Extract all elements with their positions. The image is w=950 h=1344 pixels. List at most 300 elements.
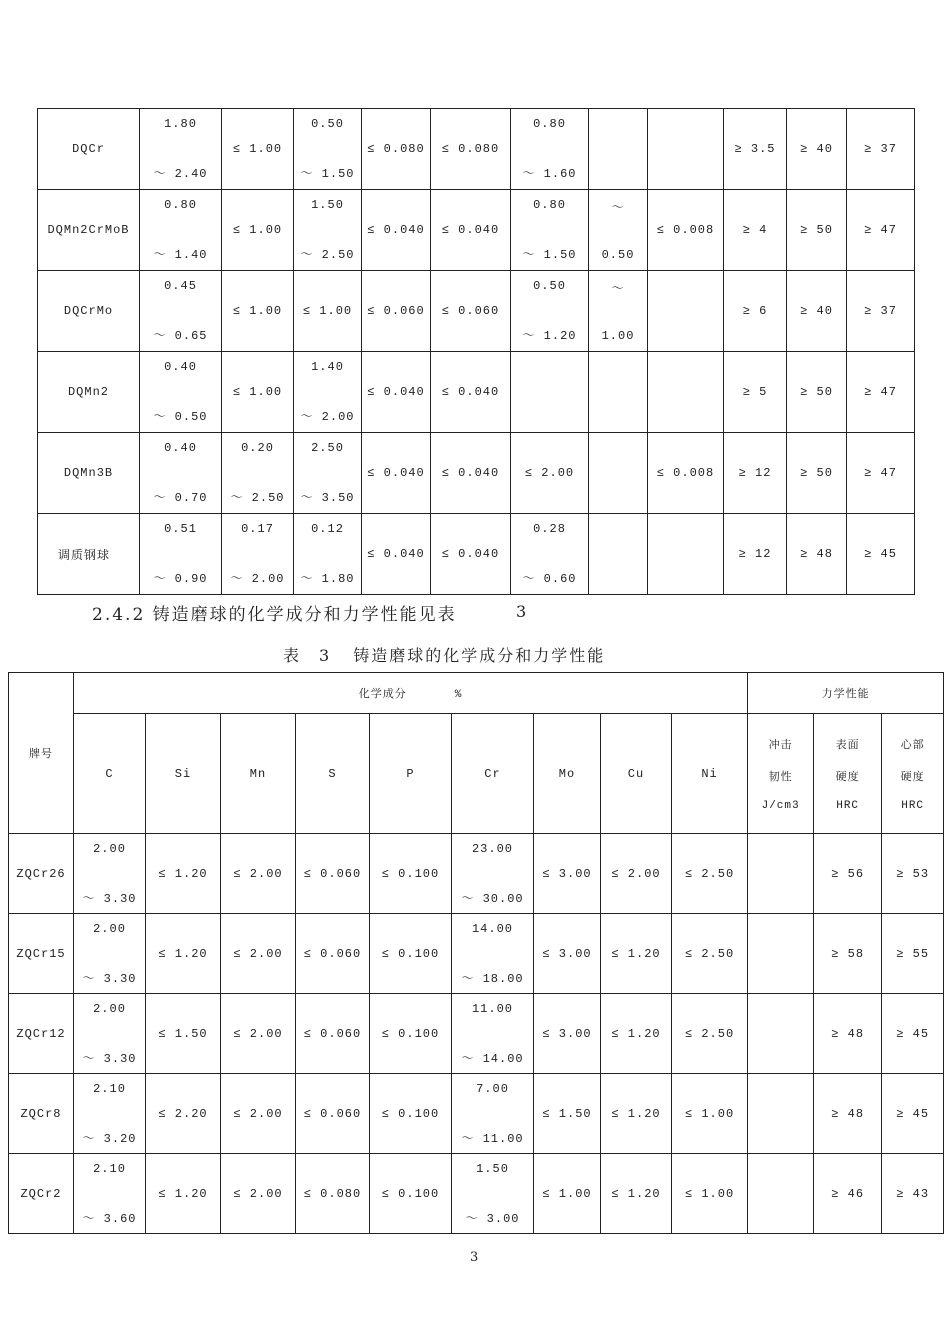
cell-value: 1.50 — [476, 1161, 509, 1176]
cell-value: ≥ 50 — [800, 223, 833, 237]
row-name: ZQCr26 — [9, 834, 74, 914]
cell-value: ≤ 1.20 — [158, 1186, 208, 1201]
table-cell — [648, 190, 724, 271]
row-name: DQCr — [38, 109, 140, 190]
cell-value: ≤ 0.008 — [656, 223, 715, 237]
table-cell — [847, 352, 915, 433]
cell-value: ～ 11.00 — [461, 1131, 524, 1146]
cell-value: ≤ 1.00 — [302, 304, 353, 318]
caption-text: 铸造磨球的化学成分和力学性能 — [353, 646, 606, 665]
table-cell — [431, 109, 511, 190]
table-cell — [724, 352, 787, 433]
table-row — [9, 1074, 944, 1154]
cell-value: 0.45 — [164, 279, 197, 293]
table-cell — [221, 1154, 296, 1234]
table-cell — [296, 914, 370, 994]
table-cell — [221, 834, 296, 914]
cell-value: ≤ 1.20 — [158, 946, 208, 961]
table-row — [9, 914, 944, 994]
table-cell — [221, 914, 296, 994]
cell-value: ≤ 1.00 — [542, 1186, 592, 1201]
table-row — [38, 433, 915, 514]
cell-value: 1.50 — [311, 198, 344, 212]
table-cell — [370, 1154, 452, 1234]
cell-value: ≤ 3.00 — [542, 866, 592, 881]
header-text: HRC — [836, 799, 860, 812]
header-mechanical-column — [748, 714, 814, 834]
cell-value: ≥ 47 — [864, 385, 897, 399]
table-cell — [724, 190, 787, 271]
cell-value: ～ 0.90 — [153, 572, 208, 586]
table-cell — [589, 271, 648, 352]
header-element: Si — [146, 714, 221, 834]
cell-value: ≤ 0.008 — [656, 466, 715, 480]
header-text: 韧性 — [768, 771, 793, 784]
table-cell — [140, 352, 222, 433]
cell-value: 23.00 — [471, 841, 513, 856]
cell-value: ≤ 1.00 — [232, 385, 283, 399]
page-number: 3 — [470, 1250, 479, 1265]
table-cell — [146, 834, 221, 914]
table-cell — [648, 109, 724, 190]
cell-value: 0.50 — [601, 248, 635, 262]
cell-value: ≤ 0.060 — [303, 1106, 362, 1121]
table-cell — [882, 914, 944, 994]
cell-value: 0.40 — [164, 360, 197, 374]
table-cell — [814, 1074, 882, 1154]
table-cell — [140, 190, 222, 271]
header-element: Mo — [534, 714, 601, 834]
table-cell — [787, 271, 847, 352]
table-cell — [511, 433, 589, 514]
table-cell — [140, 271, 222, 352]
cell-value: ≤ 1.20 — [158, 866, 208, 881]
cell-value: ≥ 40 — [800, 142, 833, 156]
cell-value: 1.80 — [164, 117, 197, 131]
cell-value: ≤ 3.00 — [542, 946, 592, 961]
cell-value: ≤ 2.50 — [684, 946, 735, 961]
cell-value: 0.20 — [241, 441, 274, 455]
table-cell — [601, 834, 672, 914]
cell-value: ≥ 46 — [831, 1186, 865, 1201]
cell-value: ～ 3.30 — [82, 891, 137, 906]
table-cell — [222, 271, 294, 352]
table-cell — [74, 834, 146, 914]
table-cell — [511, 352, 589, 433]
table-cell — [724, 271, 787, 352]
table-cell — [814, 834, 882, 914]
table-row — [38, 109, 915, 190]
table-cell — [724, 514, 787, 595]
cell-value: 0.51 — [164, 522, 197, 536]
table-cell — [452, 834, 534, 914]
cell-value: ≥ 48 — [831, 1106, 865, 1121]
cell-value: 0.80 — [164, 198, 197, 212]
table-cell — [294, 433, 362, 514]
table-cell — [589, 433, 648, 514]
table-cell — [601, 994, 672, 1074]
cell-value: 2.00 — [93, 841, 126, 856]
table-cell — [296, 994, 370, 1074]
table-cell — [362, 271, 431, 352]
cell-value: ～ 1.40 — [153, 248, 208, 262]
header-mechanical-column — [882, 714, 944, 834]
cell-value: ～ 2.50 — [300, 248, 355, 262]
header-text: 冲击 — [768, 739, 793, 752]
table-cell — [431, 190, 511, 271]
cell-value: 0.50 — [311, 117, 344, 131]
cell-value: ≥ 37 — [864, 304, 897, 318]
row-name: ZQCr8 — [9, 1074, 74, 1154]
table-row — [38, 352, 915, 433]
cell-value: ≥ 45 — [864, 547, 897, 561]
table-cell — [370, 914, 452, 994]
header-text: HRC — [901, 799, 925, 812]
table-cell — [74, 994, 146, 1074]
row-name: 调质钢球 — [38, 514, 140, 595]
cell-value: ≤ 0.100 — [381, 1026, 440, 1041]
cell-value: ≥ 43 — [896, 1186, 930, 1201]
row-name: ZQCr2 — [9, 1154, 74, 1234]
table-cell — [534, 914, 601, 994]
cell-value: 1.40 — [311, 360, 344, 374]
cell-value: ～ 2.40 — [153, 167, 208, 181]
cell-value: ≥ 45 — [896, 1106, 930, 1121]
table-cell — [787, 109, 847, 190]
header-chemical-composition: 化学成分 % — [74, 673, 748, 714]
table-cell — [452, 994, 534, 1074]
cell-value: ≤ 0.040 — [367, 385, 425, 399]
cell-value: ～ — [611, 282, 625, 296]
cell-value: ≤ 0.040 — [441, 547, 500, 561]
table-cell — [222, 190, 294, 271]
header-element: Cr — [452, 714, 534, 834]
cell-value: ～ 3.30 — [82, 1051, 137, 1066]
table-cell — [222, 514, 294, 595]
table-cell — [222, 433, 294, 514]
table-cell — [589, 190, 648, 271]
cell-value: ≥ 12 — [738, 547, 772, 561]
cell-value: ≤ 2.00 — [233, 1186, 283, 1201]
table-cell — [294, 109, 362, 190]
row-name: DQMn3B — [38, 433, 140, 514]
table-cell — [74, 914, 146, 994]
table-cell — [140, 109, 222, 190]
header-element: Ni — [672, 714, 748, 834]
cell-value: ≥ 56 — [831, 866, 865, 881]
table-caption — [283, 643, 605, 666]
table-cell — [146, 914, 221, 994]
table-cell — [534, 1074, 601, 1154]
header-element: C — [74, 714, 146, 834]
table-cell — [814, 1154, 882, 1234]
table-cell — [222, 352, 294, 433]
cell-value: ～ 2.50 — [230, 491, 285, 505]
cell-value: 11.00 — [471, 1001, 513, 1016]
table-cell — [648, 271, 724, 352]
table-row — [38, 271, 915, 352]
cell-value: ≤ 1.00 — [232, 142, 283, 156]
section-table-ref: 3 — [516, 602, 527, 621]
table-cell — [847, 190, 915, 271]
cell-value: ～ 0.70 — [153, 491, 208, 505]
cell-value: ～ 1.20 — [522, 329, 577, 343]
table-cell — [672, 994, 748, 1074]
cell-value: ≤ 1.20 — [611, 1186, 661, 1201]
table-cell — [814, 914, 882, 994]
cell-value: ≥ 3.5 — [734, 142, 776, 156]
cell-value: ≤ 1.00 — [232, 223, 283, 237]
table-cell — [534, 1154, 601, 1234]
cell-value: ≤ 0.080 — [441, 142, 500, 156]
cell-value: ≤ 0.100 — [381, 866, 440, 881]
cell-value: ≥ 53 — [896, 866, 930, 881]
cell-value: 7.00 — [476, 1081, 509, 1096]
header-text: 硬度 — [835, 771, 860, 784]
table-cell — [882, 1074, 944, 1154]
cell-value: ≥ 12 — [738, 466, 772, 480]
cell-value: ～ 3.50 — [300, 491, 355, 505]
cell-value: ～ 2.00 — [300, 410, 355, 424]
cell-value: ≤ 1.20 — [611, 1026, 661, 1041]
cell-value: ≥ 45 — [896, 1026, 930, 1041]
cell-value: ≤ 1.00 — [684, 1186, 735, 1201]
table-cell — [511, 190, 589, 271]
table-cell — [882, 994, 944, 1074]
cell-value: ≤ 0.040 — [441, 466, 500, 480]
table-row — [38, 514, 915, 595]
table-cell — [370, 994, 452, 1074]
table-cell — [601, 914, 672, 994]
cell-value: ～ — [611, 201, 625, 215]
cell-value: ≤ 2.50 — [684, 1026, 735, 1041]
table-cell — [672, 834, 748, 914]
cell-value: ～ 1.80 — [300, 572, 355, 586]
cell-value: ≤ 2.50 — [684, 866, 735, 881]
cell-value: ≤ 0.060 — [303, 946, 362, 961]
table-cell — [140, 514, 222, 595]
table-cell — [589, 514, 648, 595]
table-cell — [672, 914, 748, 994]
cell-value: ≤ 0.060 — [367, 304, 425, 318]
table-cell — [221, 1074, 296, 1154]
table-cell — [534, 834, 601, 914]
cell-value: 0.17 — [241, 522, 274, 536]
table-cell — [370, 834, 452, 914]
cell-value: ≥ 48 — [800, 547, 833, 561]
cell-value: ≥ 50 — [800, 466, 833, 480]
cell-value: ～ 1.50 — [522, 248, 577, 262]
table-cell — [534, 994, 601, 1074]
table-cell — [431, 514, 511, 595]
cell-value: ≤ 0.040 — [441, 223, 500, 237]
cell-value: ～ 2.00 — [230, 572, 285, 586]
table-cell — [294, 190, 362, 271]
header-element: Mn — [221, 714, 296, 834]
table-cell — [748, 1074, 814, 1154]
table-cell — [74, 1074, 146, 1154]
table-cell — [452, 1074, 534, 1154]
table-cell — [648, 514, 724, 595]
table-cell — [748, 834, 814, 914]
table-cell — [787, 352, 847, 433]
cell-value: 2.10 — [93, 1081, 126, 1096]
cell-value: ≤ 1.50 — [542, 1106, 592, 1121]
cell-value: ≥ 6 — [742, 304, 768, 318]
cell-value: 0.28 — [533, 522, 566, 536]
cell-value: ～ 0.60 — [522, 572, 577, 586]
table-cell — [431, 433, 511, 514]
row-name: ZQCr15 — [9, 914, 74, 994]
table-cell — [370, 1074, 452, 1154]
cell-value: ≥ 40 — [800, 304, 833, 318]
table-row — [9, 1154, 944, 1234]
cell-value: 0.12 — [311, 522, 344, 536]
table-cell — [362, 190, 431, 271]
table-row — [9, 994, 944, 1074]
table-cell — [362, 352, 431, 433]
table-cell — [74, 1154, 146, 1234]
cell-value: 0.50 — [533, 279, 566, 293]
cell-value: ～ 3.00 — [465, 1211, 520, 1226]
table-row — [9, 834, 944, 914]
table-cell — [589, 352, 648, 433]
table-cell — [787, 514, 847, 595]
cell-value: ≤ 1.50 — [158, 1026, 208, 1041]
cast-ball-composition-table — [8, 672, 944, 1234]
header-mechanical-column — [814, 714, 882, 834]
table-cell — [362, 109, 431, 190]
cell-value: 2.50 — [311, 441, 344, 455]
table-cell — [847, 109, 915, 190]
table-cell — [511, 514, 589, 595]
table-cell — [296, 1154, 370, 1234]
header-mechanical-properties: 力学性能 — [748, 673, 944, 714]
cell-value: ≥ 5 — [742, 385, 768, 399]
table-cell — [748, 994, 814, 1074]
cell-value: ≤ 0.060 — [441, 304, 500, 318]
cell-value: 2.00 — [93, 921, 126, 936]
cell-value: 0.80 — [533, 117, 566, 131]
cell-value: ≥ 50 — [800, 385, 833, 399]
section-heading: 2.4.2 铸造磨球的化学成分和力学性能见表 — [92, 605, 457, 625]
header-text: 心部 — [900, 739, 925, 752]
row-name: DQMn2 — [38, 352, 140, 433]
cell-value: ≤ 0.100 — [381, 946, 440, 961]
table-cell — [146, 1154, 221, 1234]
table-cell — [294, 514, 362, 595]
header-element: P — [370, 714, 452, 834]
cell-value: ～ 0.65 — [153, 329, 208, 343]
cell-value: ≤ 1.20 — [611, 946, 661, 961]
table-cell — [296, 834, 370, 914]
cell-value: ≥ 37 — [864, 142, 897, 156]
header-element: Cu — [601, 714, 672, 834]
table-cell — [452, 1154, 534, 1234]
cell-value: ≤ 2.00 — [233, 1106, 283, 1121]
table-cell — [748, 1154, 814, 1234]
cell-value: ～ 3.20 — [82, 1131, 137, 1146]
row-name: ZQCr12 — [9, 994, 74, 1074]
table-cell — [146, 994, 221, 1074]
cell-value: 14.00 — [471, 921, 513, 936]
table-cell — [787, 190, 847, 271]
table-cell — [221, 994, 296, 1074]
table-cell — [748, 914, 814, 994]
row-name: DQCrMo — [38, 271, 140, 352]
forged-ball-composition-table — [37, 108, 915, 595]
cell-value: ≤ 1.00 — [684, 1106, 735, 1121]
cell-value: ～ 18.00 — [461, 971, 524, 986]
cell-value: ≤ 1.00 — [232, 304, 283, 318]
table-cell — [222, 109, 294, 190]
cell-value: ～ 0.50 — [153, 410, 208, 424]
table-cell — [724, 109, 787, 190]
table-cell — [362, 514, 431, 595]
header-text: J/cm3 — [761, 799, 800, 812]
table-cell — [362, 433, 431, 514]
table-cell — [431, 352, 511, 433]
cell-value: ≤ 1.20 — [611, 1106, 661, 1121]
cell-value: ≤ 0.040 — [367, 223, 425, 237]
table-cell — [787, 433, 847, 514]
caption-label: 表 3 — [283, 646, 332, 665]
cell-value: ≥ 47 — [864, 223, 897, 237]
header-brand: 牌号 — [9, 673, 74, 834]
cell-value: ≤ 3.00 — [542, 1026, 592, 1041]
table-cell — [511, 109, 589, 190]
cell-value: ≤ 0.040 — [367, 547, 425, 561]
table-cell — [882, 1154, 944, 1234]
cell-value: ～ 1.50 — [300, 167, 355, 181]
table-cell — [847, 271, 915, 352]
header-text: 硬度 — [900, 771, 925, 784]
table-cell — [648, 433, 724, 514]
table-cell — [882, 834, 944, 914]
table-cell — [511, 271, 589, 352]
table-cell — [294, 352, 362, 433]
table-cell — [589, 109, 648, 190]
table-cell — [847, 514, 915, 595]
cell-value: ≥ 47 — [864, 466, 897, 480]
cell-value: ～ 14.00 — [461, 1051, 524, 1066]
cell-value: ～ 1.60 — [522, 167, 577, 181]
table-cell — [296, 1074, 370, 1154]
table-cell — [672, 1074, 748, 1154]
cell-value: ～ 3.60 — [82, 1211, 137, 1226]
cell-value: ≤ 0.080 — [303, 1186, 362, 1201]
cell-value: ≤ 2.20 — [158, 1106, 208, 1121]
cell-value: ～ 30.00 — [461, 891, 524, 906]
table-cell — [146, 1074, 221, 1154]
row-name: DQMn2CrMoB — [38, 190, 140, 271]
table-cell — [672, 1154, 748, 1234]
cell-value: ≤ 0.100 — [381, 1106, 440, 1121]
table-cell — [847, 433, 915, 514]
cell-value: ≥ 48 — [831, 1026, 865, 1041]
cell-value: ≤ 2.00 — [524, 466, 575, 480]
table-cell — [601, 1154, 672, 1234]
table-cell — [140, 433, 222, 514]
table-cell — [724, 433, 787, 514]
table-cell — [431, 271, 511, 352]
cell-value: ≤ 2.00 — [233, 946, 283, 961]
cell-value: ≤ 0.040 — [441, 385, 500, 399]
table-cell — [452, 914, 534, 994]
cell-value: 0.40 — [164, 441, 197, 455]
cell-value: ≤ 2.00 — [233, 866, 283, 881]
cell-value: ≤ 0.100 — [381, 1186, 440, 1201]
